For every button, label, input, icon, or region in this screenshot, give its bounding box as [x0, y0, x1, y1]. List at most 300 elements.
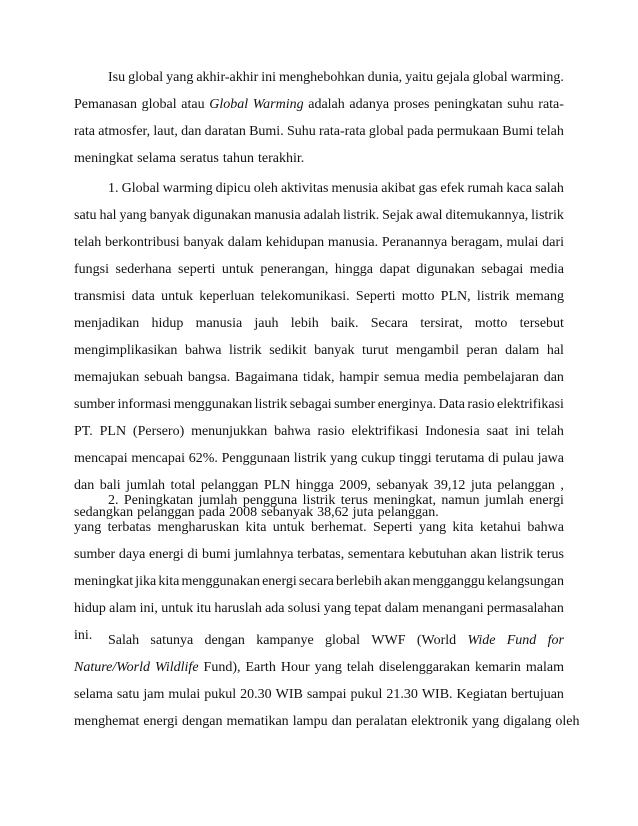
- word: Penggunaan: [221, 451, 291, 466]
- word: oleh: [555, 714, 580, 729]
- word: PLN: [263, 478, 291, 493]
- text-line: [74, 487, 564, 514]
- word: tinggi: [399, 451, 432, 466]
- word: Seperti: [372, 520, 413, 535]
- word: mencapai: [131, 451, 185, 466]
- paragraph-1: [74, 64, 564, 172]
- word: Nature/World: [74, 660, 150, 675]
- word: dengan: [204, 633, 245, 648]
- word: kemarin: [475, 660, 521, 675]
- word: elektronik: [411, 714, 468, 729]
- word: elektrifikasi: [351, 424, 419, 439]
- word: energinya.: [377, 397, 437, 412]
- word: menunjukkan: [191, 424, 268, 439]
- word: menggunakan: [181, 574, 260, 589]
- word: rata: [74, 124, 95, 139]
- word: motto: [474, 316, 508, 331]
- word: jauh: [254, 316, 279, 331]
- word: jumlah: [484, 493, 524, 508]
- word: ada: [265, 601, 285, 616]
- word: hingga: [295, 478, 334, 493]
- word: dari: [542, 235, 564, 250]
- word: sebanyak: [261, 505, 314, 520]
- word: (World: [416, 633, 457, 648]
- word: telah: [536, 124, 564, 139]
- word: mengambil: [395, 343, 459, 358]
- word: penerangan,: [260, 262, 329, 277]
- word: untuk: [272, 520, 305, 535]
- word: beragam,: [451, 235, 503, 250]
- word: mengimplikasikan: [74, 343, 178, 358]
- word: malam: [525, 660, 564, 675]
- word: dalam: [505, 343, 540, 358]
- word: juta: [352, 505, 374, 520]
- word: informasi: [117, 397, 172, 412]
- word: telah: [74, 235, 102, 250]
- word: Kegiatan: [456, 687, 508, 702]
- word: awal: [416, 208, 443, 223]
- word: kita: [452, 520, 474, 535]
- word: dapat: [379, 262, 410, 277]
- word: pukul: [350, 687, 383, 702]
- word: akibat: [381, 181, 416, 196]
- word: pada: [407, 124, 434, 139]
- word: 62%.: [188, 451, 218, 466]
- word: cukup: [361, 451, 396, 466]
- word: energi: [149, 547, 184, 562]
- word: laut,: [153, 124, 178, 139]
- word: listrik: [302, 493, 336, 508]
- word: turut: [362, 343, 389, 358]
- word: dipicu: [215, 181, 251, 196]
- word: 39,12: [433, 478, 466, 493]
- word: saat: [486, 424, 509, 439]
- word: kaca: [506, 181, 533, 196]
- word: sumber: [74, 547, 116, 562]
- word: elektrifikasi: [497, 397, 564, 412]
- paragraph-2: [74, 175, 564, 526]
- word: listrik: [531, 208, 564, 223]
- word: salah: [535, 181, 564, 196]
- word: satunya: [150, 633, 194, 648]
- word: listrik: [254, 397, 288, 412]
- word: sedikit: [269, 343, 307, 358]
- word: semua: [383, 370, 420, 385]
- word: Bumi.: [249, 124, 284, 139]
- word: yang: [119, 208, 147, 223]
- word: pelanggan: [200, 478, 259, 493]
- word: untuk: [221, 262, 254, 277]
- word: Fund: [506, 633, 537, 648]
- text-line: [74, 91, 564, 118]
- word: rata-: [538, 97, 564, 112]
- word: PLN: [99, 424, 127, 439]
- word: secara: [298, 574, 334, 589]
- word: untuk: [161, 289, 193, 304]
- word: hal: [546, 343, 564, 358]
- word: keperluan: [199, 289, 255, 304]
- word: lampu: [292, 714, 328, 729]
- word: pembelajaran: [463, 370, 539, 385]
- word: alam: [109, 601, 137, 616]
- word: Isu: [108, 70, 126, 85]
- word: WWF: [371, 633, 406, 648]
- word: 20.30: [240, 687, 272, 702]
- word: lebih: [290, 316, 319, 331]
- word: haruslah: [214, 601, 262, 616]
- word: Wildlife: [154, 660, 199, 675]
- word: dengan: [182, 714, 223, 729]
- word: pelanggan: [497, 478, 555, 493]
- word: selama: [74, 687, 113, 702]
- word: peran: [466, 343, 498, 358]
- word: menjadikan: [74, 316, 140, 331]
- word: hampir: [339, 370, 379, 385]
- word: atau: [181, 97, 205, 112]
- word: seratus: [179, 151, 219, 166]
- text-line: [74, 118, 564, 145]
- word: listrik: [500, 547, 534, 562]
- word: energi: [262, 574, 297, 589]
- text-line: [74, 391, 564, 418]
- word: mulai: [506, 235, 539, 250]
- text-line: [74, 202, 564, 229]
- word: akan: [470, 547, 497, 562]
- word: meningkat,: [373, 493, 436, 508]
- word: sampai: [306, 687, 347, 702]
- word: daya: [118, 547, 146, 562]
- word: efek: [440, 181, 465, 196]
- text-line: [74, 364, 564, 391]
- word: sebagai: [481, 262, 524, 277]
- text-line: [74, 145, 564, 172]
- word: jumlahnya: [234, 547, 294, 562]
- word: Bagaimana: [235, 370, 299, 385]
- word: memajukan: [74, 370, 140, 385]
- word: berkontribusi: [105, 235, 180, 250]
- word: kelangsungan: [486, 574, 564, 589]
- word: dan: [181, 124, 202, 139]
- word: manusia.: [327, 235, 379, 250]
- word: tahun: [222, 151, 254, 166]
- word: motto: [401, 289, 435, 304]
- word: baik.: [330, 316, 359, 331]
- word: telah: [346, 660, 375, 675]
- word: rasio: [317, 424, 345, 439]
- word: global: [128, 70, 164, 85]
- word: aktivitas: [280, 181, 329, 196]
- text-line: [74, 514, 564, 541]
- word: sebagai: [289, 397, 332, 412]
- word: Indonesia: [425, 424, 480, 439]
- word: Global: [209, 97, 249, 112]
- word: data: [131, 289, 155, 304]
- word: meningkat: [74, 574, 134, 589]
- word: banyak: [149, 208, 190, 223]
- word: meningkat: [74, 151, 134, 166]
- word: jumlah: [126, 478, 166, 493]
- word: jumlah: [198, 493, 238, 508]
- word: adalah: [303, 208, 341, 223]
- word: Warming: [252, 97, 304, 112]
- word: Global: [121, 181, 160, 196]
- word: manusia: [254, 208, 301, 223]
- text-line: [74, 229, 564, 256]
- word: mencapai: [74, 451, 128, 466]
- word: listrik: [293, 451, 327, 466]
- word: terus: [340, 493, 368, 508]
- word: yang: [471, 714, 500, 729]
- word: bangsa.: [187, 370, 231, 385]
- word: sementara: [347, 547, 405, 562]
- text-line: [74, 283, 564, 310]
- word: 1.: [108, 181, 119, 196]
- word: gejala: [436, 70, 470, 85]
- word: oleh: [253, 181, 278, 196]
- word: rata-rata: [319, 124, 366, 139]
- word: media: [529, 262, 564, 277]
- word: berhemat.: [311, 520, 367, 535]
- word: Salah: [108, 633, 140, 648]
- word: terutama: [435, 451, 485, 466]
- word: ,: [560, 478, 564, 493]
- word: 2009,: [339, 478, 371, 493]
- word: kita: [245, 520, 267, 535]
- word: ini: [261, 70, 277, 85]
- word: terus: [536, 547, 564, 562]
- word: PT.: [74, 424, 93, 439]
- word: Secara: [370, 316, 409, 331]
- word: tersirat,: [420, 316, 463, 331]
- word: Wide: [467, 633, 496, 648]
- word: daratan: [204, 124, 246, 139]
- word: itu: [196, 601, 212, 616]
- word: sederhana: [115, 262, 172, 277]
- word: global: [325, 633, 361, 648]
- word: peningkatan: [434, 97, 503, 112]
- word: akan: [383, 574, 411, 589]
- word: ini,: [139, 601, 158, 616]
- word: bertujuan: [511, 687, 564, 702]
- word: bahwa: [274, 424, 311, 439]
- text-line: [74, 708, 580, 735]
- word: mengganggu: [412, 574, 485, 589]
- word: Pemanasan: [74, 97, 137, 112]
- word: global: [368, 124, 404, 139]
- word: yang: [323, 601, 351, 616]
- word: yang: [330, 451, 358, 466]
- word: adanya: [349, 97, 390, 112]
- word: proses: [393, 97, 430, 112]
- word: mengharuskan: [157, 520, 240, 535]
- text-line: [74, 418, 564, 445]
- word: yaitu: [405, 70, 434, 85]
- word: 2.: [108, 493, 119, 508]
- text-line: [74, 310, 564, 337]
- word: mematikan: [226, 714, 289, 729]
- word: fungsi: [74, 262, 109, 277]
- word: menghemat: [74, 714, 140, 729]
- word: mulai: [168, 687, 201, 702]
- word: kehidupan: [265, 235, 325, 250]
- word: 2008: [229, 505, 258, 520]
- word: rasio: [467, 397, 495, 412]
- word: global: [141, 97, 177, 112]
- word: diselenggarakan: [379, 660, 471, 675]
- word: untuk: [161, 601, 194, 616]
- word: energi: [529, 493, 564, 508]
- word: warming: [162, 181, 213, 196]
- word: energi: [143, 714, 179, 729]
- word: digunakan: [192, 208, 252, 223]
- word: solusi: [287, 601, 321, 616]
- word: ini.: [74, 628, 93, 643]
- word: global: [472, 70, 508, 85]
- text-line: [74, 541, 564, 568]
- word: permukaan: [436, 124, 500, 139]
- paragraph-4: [74, 627, 580, 735]
- word: (Persero): [132, 424, 185, 439]
- word: jika: [135, 574, 157, 589]
- word: rumah: [467, 181, 504, 196]
- word: WIB.: [421, 687, 453, 702]
- text-line: [74, 337, 564, 364]
- word: sumber: [334, 397, 376, 412]
- word: tepat: [354, 601, 382, 616]
- word: sebanyak: [376, 478, 429, 493]
- text-line: [74, 568, 564, 595]
- word: Seperti: [355, 289, 396, 304]
- word: Fund),: [203, 660, 241, 675]
- word: hingga: [334, 262, 373, 277]
- word: sedangkan: [74, 505, 134, 520]
- word: menusia: [331, 181, 379, 196]
- word: memang: [515, 289, 564, 304]
- text-line: [74, 175, 564, 202]
- word: banyak: [183, 235, 224, 250]
- word: hidup: [151, 316, 184, 331]
- text-line: [74, 256, 564, 283]
- word: hidup: [74, 601, 106, 616]
- word: Suhu: [286, 124, 316, 139]
- word: 21.30: [386, 687, 418, 702]
- word: ini: [515, 424, 530, 439]
- word: pada: [198, 505, 226, 520]
- word: media: [424, 370, 459, 385]
- word: satu: [74, 208, 97, 223]
- text-line: [74, 445, 564, 472]
- word: listrik.: [343, 208, 380, 223]
- word: juta: [470, 478, 492, 493]
- word: bali: [99, 478, 121, 493]
- word: kampanye: [256, 633, 314, 648]
- word: Data: [438, 397, 466, 412]
- word: kita: [158, 574, 180, 589]
- word: jam: [143, 687, 165, 702]
- word: sumber: [74, 397, 116, 412]
- word: pukul: [204, 687, 237, 702]
- word: namun: [441, 493, 480, 508]
- word: pelanggan: [137, 505, 195, 520]
- text-line: [74, 627, 564, 654]
- word: tidak,: [302, 370, 335, 385]
- paragraph-3: [74, 487, 564, 649]
- word: total: [170, 478, 196, 493]
- word: banyak: [314, 343, 355, 358]
- word: akhir-akhir: [196, 70, 259, 85]
- word: pengguna: [242, 493, 298, 508]
- word: terbatas,: [297, 547, 345, 562]
- word: selama: [137, 151, 176, 166]
- word: peralatan: [355, 714, 408, 729]
- text-line: [74, 64, 564, 91]
- word: menghebohkan: [279, 70, 365, 85]
- word: dan: [543, 370, 564, 385]
- word: atmosfer,: [98, 124, 151, 139]
- word: dunia,: [367, 70, 403, 85]
- word: berlebih: [336, 574, 382, 589]
- word: hal: [99, 208, 117, 223]
- word: ketahui: [479, 520, 522, 535]
- word: terakhir.: [257, 151, 305, 166]
- word: ditemukannya,: [445, 208, 529, 223]
- word: WIB: [275, 687, 303, 702]
- word: dalam: [227, 235, 262, 250]
- word: satu: [116, 687, 140, 702]
- word: Hour: [280, 660, 310, 675]
- word: pulau: [502, 451, 534, 466]
- word: terbatas: [107, 520, 152, 535]
- word: PLN,: [440, 289, 471, 304]
- word: dan: [74, 478, 95, 493]
- word: warming.: [510, 70, 564, 85]
- word: listrik: [476, 289, 510, 304]
- word: kebutuhan: [408, 547, 467, 562]
- word: for: [547, 633, 564, 648]
- word: gas: [418, 181, 438, 196]
- word: bumi: [201, 547, 231, 562]
- word: dalam: [384, 601, 419, 616]
- text-line: [74, 595, 564, 622]
- text-line: [74, 654, 564, 681]
- word: Bumi: [502, 124, 534, 139]
- word: jawa: [537, 451, 564, 466]
- word: di: [488, 451, 500, 466]
- word: yang: [314, 660, 342, 675]
- word: menangani: [422, 601, 484, 616]
- word: dan: [331, 714, 352, 729]
- word: adalah: [308, 97, 345, 112]
- word: tersebut: [519, 316, 564, 331]
- word: permasalahan: [486, 601, 564, 616]
- word: digalang: [503, 714, 552, 729]
- word: yang: [74, 520, 102, 535]
- word: listrik: [229, 343, 262, 358]
- word: telekomunikasi.: [260, 289, 350, 304]
- word: suhu: [507, 97, 534, 112]
- word: 38,62: [317, 505, 349, 520]
- word: Sejak: [382, 208, 414, 223]
- word: pelanggan.: [377, 505, 439, 520]
- word: bahwa: [527, 520, 564, 535]
- word: seperti: [178, 262, 216, 277]
- word: Peranannya: [381, 235, 448, 250]
- word: Earth: [245, 660, 276, 675]
- word: digunakan: [416, 262, 475, 277]
- word: yang: [418, 520, 447, 535]
- word: manusia: [195, 316, 243, 331]
- text-line: [74, 681, 564, 708]
